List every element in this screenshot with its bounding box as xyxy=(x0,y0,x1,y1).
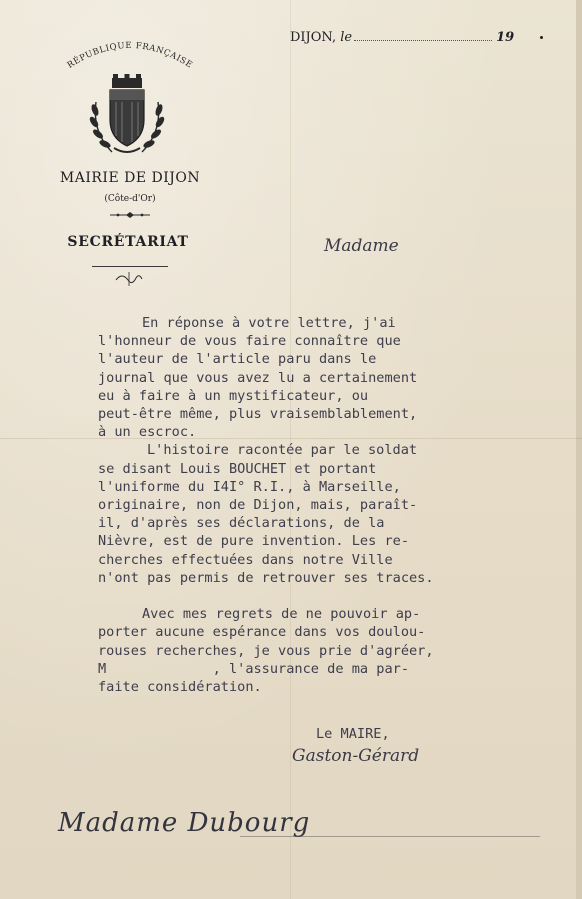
body-line: rouses recherches, je vous prie d'agréer, xyxy=(98,642,434,659)
signature-title: Le MAIRE, xyxy=(316,726,390,742)
body-line: En réponse à votre lettre, j'ai xyxy=(142,315,396,331)
body-line: peut-être même, plus vraisemblablement, xyxy=(98,406,418,423)
le-label: le xyxy=(340,30,353,45)
body-line: eu à faire à un mystificateur, ou xyxy=(98,387,369,404)
year-label: 19 xyxy=(496,30,515,45)
date-line xyxy=(290,30,514,45)
salutation: Madame xyxy=(324,236,399,256)
dijon-coat-of-arms-icon xyxy=(82,72,172,162)
recipient-underline xyxy=(240,836,540,837)
body-line: originaire, non de Dijon, mais, paraît- xyxy=(98,497,418,514)
svg-text:RÉPUBLIQUE FRANÇAISE: RÉPUBLIQUE FRANÇAISE xyxy=(65,40,195,71)
recipient-name: Madame Dubourg xyxy=(58,808,311,838)
body-line: l'honneur de vous faire connaître que xyxy=(98,333,401,350)
body-line: M , l'assurance de ma par- xyxy=(98,660,409,677)
flourish-icon xyxy=(114,270,144,288)
ornament-icon xyxy=(108,210,152,220)
body-line: Avec mes regrets de ne pouvoir ap- xyxy=(142,606,421,623)
mairie-de-dijon-heading: MAIRIE DE DIJON xyxy=(59,170,201,186)
body-line: il, d'après ses déclarations, de la xyxy=(98,515,385,532)
date-line-dot xyxy=(540,36,543,39)
header-rule xyxy=(92,266,168,267)
letter-body xyxy=(98,314,558,696)
department-label: (Côte-d'Or) xyxy=(104,194,156,204)
date-blank xyxy=(354,30,492,41)
body-line: l'uniforme du I4I° R.I., à Marseille, xyxy=(98,478,401,495)
body-line: Nièvre, est de pure invention. Les re- xyxy=(98,533,409,550)
signature-name: Gaston-Gérard xyxy=(292,746,420,766)
body-line: l'auteur de l'article paru dans le xyxy=(98,351,377,368)
secretariat-heading: SECRÉTARIAT xyxy=(67,234,189,250)
body-line: journal que vous avez lu a certainement xyxy=(98,369,418,386)
body-line: porter aucune espérance dans vos doulou- xyxy=(98,624,426,641)
body-line: à un escroc. xyxy=(98,424,197,441)
body-line: faite considération. xyxy=(98,679,262,696)
body-line: cherches effectuées dans notre Ville xyxy=(98,551,393,568)
body-line: n'ont pas permis de retrouver ses traces. xyxy=(98,569,434,586)
body-line: se disant Louis BOUCHET et portant xyxy=(98,460,377,477)
city-label: DIJON, xyxy=(290,30,337,45)
body-line: L'histoire racontée par le soldat xyxy=(147,442,418,459)
